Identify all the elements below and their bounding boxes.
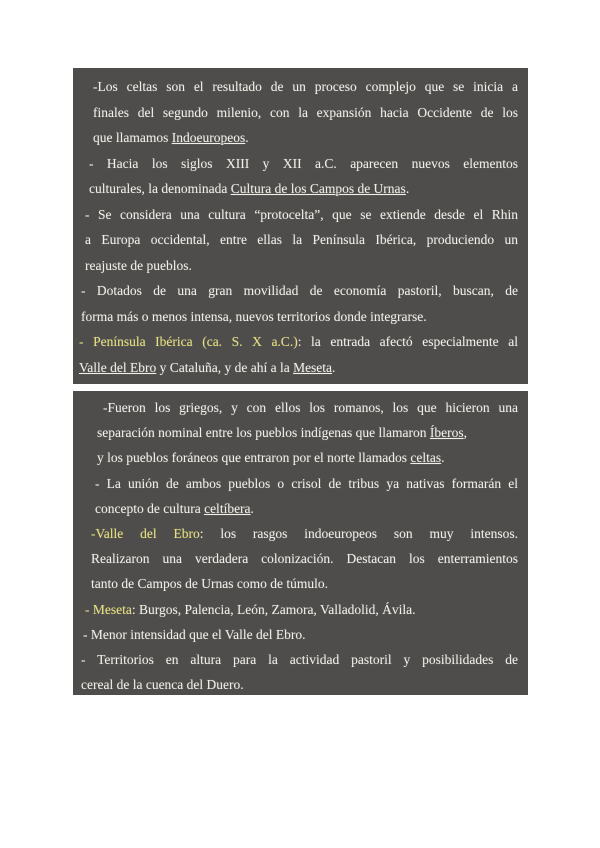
text-span: - Hacia los siglos XIII y XII a.C. aparecen nuevos elementos xyxy=(89,155,518,171)
text-span: . xyxy=(405,181,410,196)
text-span: : la entrada afectó especialmente al xyxy=(297,334,518,349)
slide-iberos-celtas xyxy=(73,391,528,695)
term-campos-de-urnas: Cultura de los Campos de Urnas xyxy=(230,181,406,196)
text-span: a Europa occidental, entre ellas la Península Ibérica, produciendo un xyxy=(85,232,518,247)
text-span: -Los celtas son el resultado de un proceso complejo que se inicia a xyxy=(93,79,518,94)
text-line xyxy=(79,176,518,202)
text-line xyxy=(79,304,518,330)
text-line xyxy=(79,521,518,546)
text-span: : Burgos, Palencia, León, Zamora, Valladolid, Ávila. xyxy=(131,601,416,617)
text-span: . xyxy=(441,450,445,466)
text-span: tanto de Campos de Urnas como de túmulo. xyxy=(91,576,328,592)
text-span: forma más o menos intensa, nuevos territorios donde integrarse. xyxy=(81,308,427,324)
text-line xyxy=(79,445,518,470)
text-line xyxy=(79,227,518,253)
text-line xyxy=(79,278,518,304)
text-line xyxy=(79,420,518,445)
text-line xyxy=(79,496,518,521)
text-span: - La unión de ambos pueblos o crisol de tribus ya nativas formarán el xyxy=(95,475,518,491)
text-span: - Territorios en altura para la actividad pastoril y posibilidades de xyxy=(81,652,518,668)
highlight-valle-del-ebro: -Valle del Ebro xyxy=(91,526,200,542)
text-line xyxy=(79,471,518,496)
text-line xyxy=(79,253,518,279)
text-span: : los rasgos indoeuropeos son muy intensos. xyxy=(199,526,518,542)
text-span: -Fueron los griegos, y con ellos los romanos, los que hicieron una xyxy=(103,400,518,415)
text-line xyxy=(79,395,518,420)
term-meseta: Meseta xyxy=(293,359,333,375)
text-line xyxy=(79,571,518,596)
text-span: reajuste de pueblos. xyxy=(85,257,192,273)
text-span: que llamamos xyxy=(93,130,172,145)
text-span: . xyxy=(245,130,249,145)
term-celtas: celtas xyxy=(410,450,442,466)
text-line xyxy=(79,125,518,151)
text-line xyxy=(79,202,518,228)
text-span: - Dotados de una gran movilidad de economía pastoril, buscan, de xyxy=(81,283,518,298)
text-span: . xyxy=(250,500,254,516)
text-line xyxy=(79,74,518,100)
highlight-peninsula-iberica: - Península Ibérica (ca. S. X a.C.) xyxy=(79,334,298,349)
text-span: , xyxy=(463,425,468,441)
text-span: - Se considera una cultura “protocelta”, que se extiende desde el Rhin xyxy=(85,206,518,222)
text-line xyxy=(79,672,518,697)
text-line xyxy=(79,100,518,126)
text-line xyxy=(79,329,518,355)
text-span: concepto de cultura xyxy=(95,500,205,516)
term-iberos: Íberos xyxy=(429,425,464,441)
text-line xyxy=(79,622,518,647)
slide-celtas-origen xyxy=(73,68,528,384)
text-line xyxy=(79,647,518,672)
text-span: y Cataluña, y de ahí a la xyxy=(156,359,294,375)
text-span: culturales, la denominada xyxy=(89,181,231,196)
text-span: cereal de la cuenca del Duero. xyxy=(81,677,244,693)
term-celtibera: celtíbera xyxy=(204,500,251,516)
term-indoeuropeos: Indoeuropeos xyxy=(171,130,246,145)
term-valle-del-ebro: Valle del Ebro xyxy=(79,359,157,375)
text-span: Realizaron una verdadera colonización. Destacan los enterramientos xyxy=(91,551,518,567)
text-span: y los pueblos foráneos que entraron por el norte llamados xyxy=(97,450,411,466)
text-span: finales del segundo milenio, con la expansión hacia Occidente de los xyxy=(93,104,518,120)
text-line xyxy=(79,151,518,177)
text-line xyxy=(79,597,518,622)
text-span: separación nominal entre los pueblos indígenas que llamaron xyxy=(97,425,430,441)
text-line xyxy=(79,355,518,381)
text-line xyxy=(79,546,518,571)
text-span: - Menor intensidad que el Valle del Ebro. xyxy=(83,626,306,642)
text-span: . xyxy=(332,359,336,375)
highlight-meseta: - Meseta xyxy=(85,601,132,617)
